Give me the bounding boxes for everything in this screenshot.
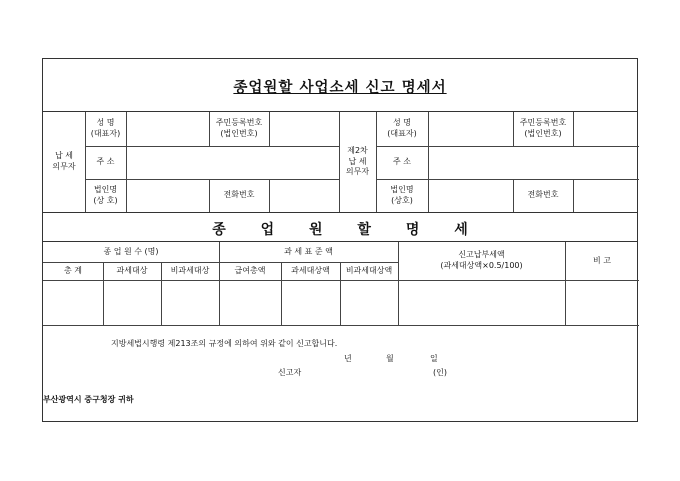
name-label: 성 명 (대표자) [90,118,121,138]
address-label: 주 소 [96,157,115,167]
nontaxable-count-field[interactable] [161,280,219,325]
secondary-name-label: 성 명 (대표자) [387,118,417,138]
day-label: 일 [430,354,438,363]
remarks-field[interactable] [565,280,639,325]
form-title-bar [43,59,637,112]
id-number-label: 주민등록번호 (법인번호) [215,118,263,138]
tax-amount-header: 신고납부세액 (과세대상액×0.5/100) [440,250,523,270]
secondary-corp-name-label: 법인명 (상호) [390,184,414,205]
secondary-phone-field[interactable] [573,179,639,212]
declaration-statement: 지방세법시행령 제213조의 규정에 의하여 위와 같이 신고합니다. [111,339,338,348]
tax-base-header: 과 세 표 준 액 [284,246,333,256]
secondary-id-number-label: 주민등록번호 (법인번호) [519,118,567,138]
form-title: 종업원할 사업소세 신고 명세서 [233,79,447,96]
year-label: 년 [344,354,352,363]
phone-label: 전화번호 [223,190,255,200]
secondary-corp-name-field[interactable] [428,179,513,212]
secondary-taxpayer-group-label: 제2차 납 세 의무자 [345,145,370,177]
column-header-total: 총 계 [64,265,82,275]
month-label: 월 [386,354,394,363]
total-field[interactable] [43,280,103,325]
column-header-taxable-amount: 과세대상액 [291,265,330,275]
corp-name-field[interactable] [126,179,209,212]
secondary-address-label: 주 소 [393,157,411,167]
address-field[interactable] [126,146,339,179]
nontaxable-amount-field[interactable] [340,280,398,325]
taxable-amount-field[interactable] [281,280,340,325]
taxpayer-group-label: 납 세 의무자 [52,151,76,171]
id-number-field[interactable] [269,112,339,146]
column-header-taxable: 과세대상 [116,265,148,275]
section-title: 종 업 원 할 명 세 [212,222,468,238]
seal-label: (인) [433,368,447,377]
column-header-nontaxable-amount: 비과세대상액 [345,265,393,275]
employee-count-header: 종 업 원 수 (명) [103,246,159,256]
report-form [42,58,638,422]
name-field[interactable] [126,112,209,146]
total-wages-field[interactable] [219,280,281,325]
tax-amount-field[interactable] [398,280,565,325]
column-header-total-wages: 급여총액 [234,265,266,275]
reporter-label: 신고자 [278,368,302,377]
column-header-nontaxable: 비과세대상 [170,265,210,275]
corp-name-label: 법인명 (상 호) [93,184,118,205]
phone-field[interactable] [269,179,339,212]
section-title-bar [43,212,637,242]
secondary-phone-label: 전화번호 [527,190,559,200]
remarks-header: 비 고 [593,255,611,265]
addressee: 부산광역시 중구청장 귀하 [43,395,134,404]
secondary-address-field[interactable] [428,146,639,179]
taxable-count-field[interactable] [103,280,161,325]
secondary-name-field[interactable] [428,112,513,146]
secondary-id-number-field[interactable] [573,112,639,146]
grid-line [43,325,639,326]
